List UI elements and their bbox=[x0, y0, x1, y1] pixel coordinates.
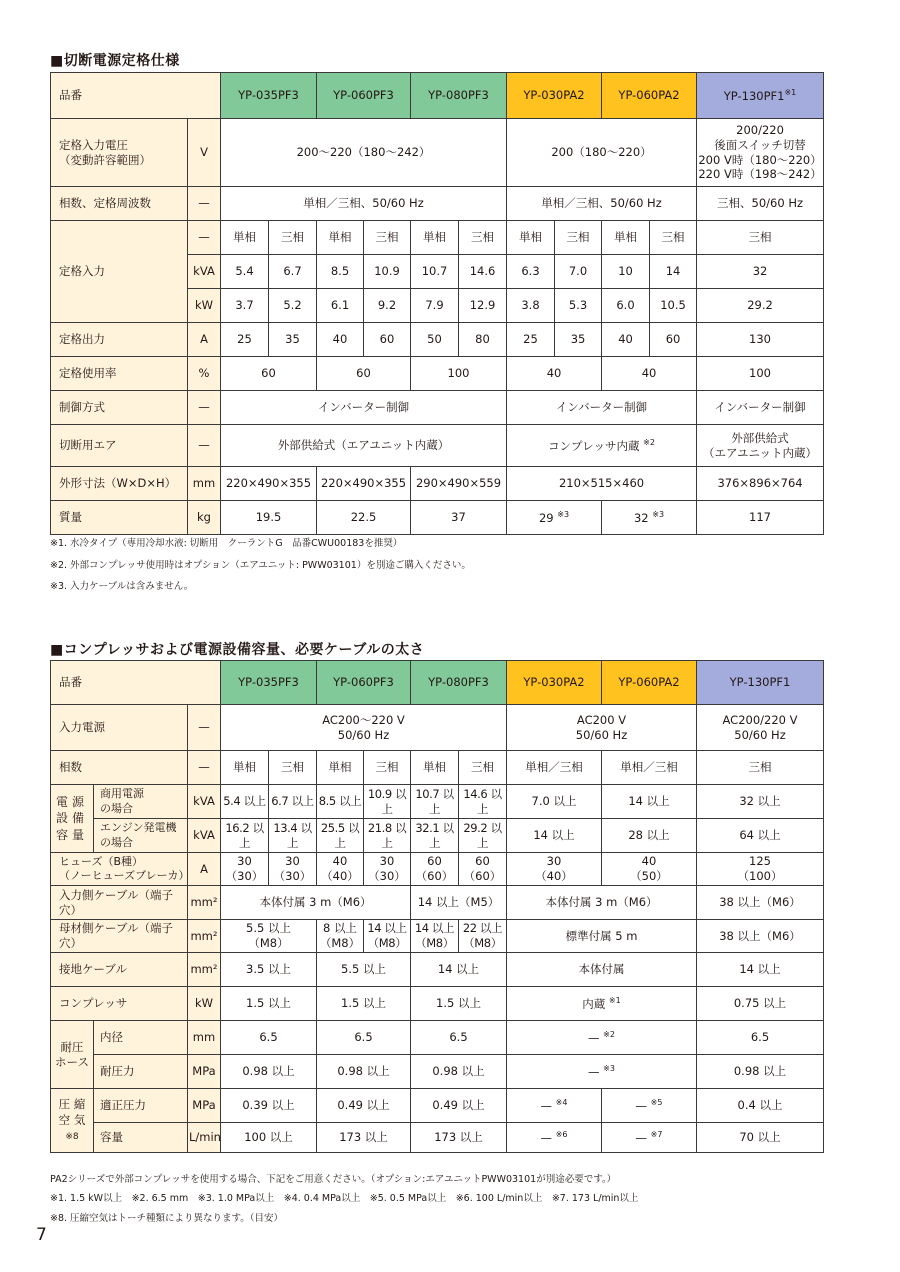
value-cell: 5.5 以上 （M8） bbox=[221, 920, 317, 953]
value-cell: 40 （50） bbox=[602, 853, 697, 886]
model-header: YP-060PA2 bbox=[602, 661, 697, 705]
value-cell: インバーター制御 bbox=[221, 391, 507, 425]
value-cell: 5.2 bbox=[269, 289, 317, 323]
input-power-label: 入力電源 bbox=[51, 705, 188, 751]
unit-cell: — bbox=[188, 751, 221, 785]
value-cell: 9.2 bbox=[364, 289, 411, 323]
value-cell: 1.5 以上 bbox=[221, 987, 317, 1021]
value-cell: 8.5 以上 bbox=[317, 785, 364, 819]
value-cell: 10.7 以上 bbox=[411, 785, 459, 819]
value-cell: 本体付属 3 m（M6） bbox=[221, 886, 411, 920]
value-cell: 0.98 以上 bbox=[697, 1055, 824, 1089]
unit-cell: MPa bbox=[188, 1089, 221, 1123]
value-cell: 173 以上 bbox=[411, 1123, 507, 1153]
table-row bbox=[51, 1089, 824, 1123]
value-cell: 25.5 以上 bbox=[317, 819, 364, 853]
table-row bbox=[51, 1055, 824, 1089]
air-label: 切断用エア bbox=[51, 425, 188, 467]
value-cell: 125 （100） bbox=[697, 853, 824, 886]
model-header: YP-080PF3 bbox=[411, 661, 507, 705]
value-cell: 14 bbox=[650, 255, 697, 289]
value-cell: 40 bbox=[602, 357, 697, 391]
value-cell: 0.49 以上 bbox=[411, 1089, 507, 1123]
value-cell: 21.8 以上 bbox=[364, 819, 411, 853]
value-cell: AC200〜220 V 50/60 Hz bbox=[221, 705, 507, 751]
value-cell: 30 （30） bbox=[221, 853, 269, 886]
unit-cell: — bbox=[188, 221, 221, 255]
value-cell: 単相 bbox=[317, 751, 364, 785]
value-cell: 10 bbox=[602, 255, 650, 289]
value-cell: 6.7 bbox=[269, 255, 317, 289]
duty-label: 定格使用率 bbox=[51, 357, 188, 391]
value-cell: 0.49 以上 bbox=[317, 1089, 411, 1123]
value-cell: 25 bbox=[507, 323, 555, 357]
unit-cell: — bbox=[188, 187, 221, 221]
value-cell: 6.5 bbox=[697, 1021, 824, 1055]
value-cell: 29 $^{※3}$ bbox=[507, 501, 602, 535]
value-cell: 60 bbox=[650, 323, 697, 357]
value-cell: 6.5 bbox=[411, 1021, 507, 1055]
value-cell: 内蔵 $^{※1}$ bbox=[507, 987, 697, 1021]
value-cell: 32 $^{※3}$ bbox=[602, 501, 697, 535]
model-label: 品番 bbox=[51, 661, 221, 705]
value-cell: 10.5 bbox=[650, 289, 697, 323]
footnote: ※3. 入力ケーブルは含みません。 bbox=[50, 581, 194, 592]
value-cell: 三相 bbox=[697, 221, 824, 255]
air-group-label: 圧 縮 空 気 ※8 bbox=[51, 1089, 94, 1153]
value-cell: 14 以上 bbox=[602, 785, 697, 819]
hose-group-label: 耐圧 ホース bbox=[51, 1021, 94, 1089]
value-cell: 200〜220（180〜242） bbox=[221, 119, 507, 187]
value-cell: 60 bbox=[221, 357, 317, 391]
page-number: 7 bbox=[36, 1225, 47, 1245]
footnote: ※2. 外部コンプレッサ使用時はオプション（エアユニット: PWW03101）を別途ご購入ください。 bbox=[50, 560, 471, 571]
value-cell: 35 bbox=[555, 323, 602, 357]
table-row bbox=[51, 1123, 824, 1153]
value-cell: 単相／三相 bbox=[602, 751, 697, 785]
value-cell: 64 以上 bbox=[697, 819, 824, 853]
value-cell: 7.9 bbox=[411, 289, 459, 323]
value-cell: 28 以上 bbox=[602, 819, 697, 853]
value-cell: 50 bbox=[411, 323, 459, 357]
value-cell: 29.2 以上 bbox=[459, 819, 507, 853]
value-cell: — $^{※5}$ bbox=[602, 1089, 697, 1123]
unit-cell: kVA bbox=[188, 255, 221, 289]
value-cell: 0.75 以上 bbox=[697, 987, 824, 1021]
unit-cell: mm² bbox=[188, 886, 221, 920]
value-cell: 25 bbox=[221, 323, 269, 357]
unit-cell: — bbox=[188, 705, 221, 751]
value-cell: 200/220 後面スイッチ切替 200 V時（180〜220） 220 V時（198〜242） bbox=[697, 119, 824, 187]
table-row bbox=[51, 425, 824, 467]
value-cell: 32 bbox=[697, 255, 824, 289]
value-cell: 5.4 以上 bbox=[221, 785, 269, 819]
value-cell: 40 （40） bbox=[317, 853, 364, 886]
table-row bbox=[51, 73, 824, 119]
table-row bbox=[51, 391, 824, 425]
value-cell: 200（180〜220） bbox=[507, 119, 697, 187]
value-cell: 10.9 bbox=[364, 255, 411, 289]
commercial-label: 商用電源 の場合 bbox=[94, 785, 188, 819]
unit-cell: — bbox=[188, 425, 221, 467]
value-cell: 38 以上（M6） bbox=[697, 920, 824, 953]
table-row bbox=[51, 221, 824, 255]
table-row bbox=[51, 819, 824, 853]
value-cell: インバーター制御 bbox=[697, 391, 824, 425]
value-cell: 70 以上 bbox=[697, 1123, 824, 1153]
value-cell: 外部供給式（エアユニット内蔵） bbox=[221, 425, 507, 467]
hose-inner-label: 内径 bbox=[94, 1021, 188, 1055]
value-cell: 7.0 bbox=[555, 255, 602, 289]
dimensions-label: 外形寸法（W×D×H） bbox=[51, 467, 188, 501]
rated-input-label: 定格入力 bbox=[51, 221, 188, 323]
engine-label: エンジン発電機 の場合 bbox=[94, 819, 188, 853]
power-capacity-table bbox=[50, 660, 824, 1153]
fuse-label: ヒューズ（B種） （ノーヒューズブレーカ） bbox=[51, 853, 188, 886]
value-cell: 三相 bbox=[697, 751, 824, 785]
value-cell: 単相 bbox=[507, 221, 555, 255]
unit-cell: — bbox=[188, 391, 221, 425]
value-cell: 117 bbox=[697, 501, 824, 535]
value-cell: 60 bbox=[317, 357, 411, 391]
value-cell: 220×490×355 bbox=[317, 467, 411, 501]
footnote: ※1. 水冷タイプ（専用冷却水液: 切断用 クーラントG 品番CWU00183を推奨） bbox=[50, 538, 403, 549]
value-cell: 14 以上 （M8） bbox=[364, 920, 411, 953]
table-row bbox=[51, 467, 824, 501]
model-header: YP-080PF3 bbox=[411, 73, 507, 119]
table-row bbox=[51, 1021, 824, 1055]
value-cell: 38 以上（M6） bbox=[697, 886, 824, 920]
value-cell: 6.3 bbox=[507, 255, 555, 289]
value-cell: 100 bbox=[697, 357, 824, 391]
value-cell: 0.4 以上 bbox=[697, 1089, 824, 1123]
value-cell: 376×896×764 bbox=[697, 467, 824, 501]
value-cell: 290×490×559 bbox=[411, 467, 507, 501]
value-cell: 32 以上 bbox=[697, 785, 824, 819]
value-cell: 3.7 bbox=[221, 289, 269, 323]
value-cell: 100 bbox=[411, 357, 507, 391]
value-cell: 130 bbox=[697, 323, 824, 357]
value-cell: — $^{※6}$ bbox=[507, 1123, 602, 1153]
value-cell: 単相 bbox=[411, 751, 459, 785]
control-label: 制御方式 bbox=[51, 391, 188, 425]
unit-cell: % bbox=[188, 357, 221, 391]
unit-cell: mm bbox=[188, 467, 221, 501]
table-row bbox=[51, 785, 824, 819]
value-cell: 14.6 以上 bbox=[459, 785, 507, 819]
value-cell: 13.4 以上 bbox=[269, 819, 317, 853]
phase-freq-label: 相数、定格周波数 bbox=[51, 187, 188, 221]
value-cell: 30 （40） bbox=[507, 853, 602, 886]
unit-cell: V bbox=[188, 119, 221, 187]
model-header: YP-035PF3 bbox=[221, 661, 317, 705]
footnote: ※8. 圧縮空気はトーチ種類により異なります。（目安） bbox=[50, 1213, 284, 1224]
value-cell: 単相／三相 bbox=[507, 751, 602, 785]
table-row bbox=[51, 751, 824, 785]
value-cell: 本体付属 bbox=[507, 953, 697, 987]
model-header: YP-060PF3 bbox=[317, 661, 411, 705]
capacity-group-label: 電源設備容量 bbox=[51, 785, 94, 853]
value-cell: 5.5 以上 bbox=[317, 953, 411, 987]
input-cable-label: 入力側ケーブル（端子穴） bbox=[51, 886, 188, 920]
value-cell: 単相 bbox=[602, 221, 650, 255]
unit-cell: mm² bbox=[188, 953, 221, 987]
value-cell: 1.5 以上 bbox=[317, 987, 411, 1021]
value-cell: 22.5 bbox=[317, 501, 411, 535]
value-cell: 0.39 以上 bbox=[221, 1089, 317, 1123]
value-cell: 5.3 bbox=[555, 289, 602, 323]
value-cell: 三相 bbox=[269, 751, 317, 785]
value-cell: — $^{※7}$ bbox=[602, 1123, 697, 1153]
value-cell: 6.5 bbox=[317, 1021, 411, 1055]
table-row bbox=[51, 705, 824, 751]
value-cell: — $^{※4}$ bbox=[507, 1089, 602, 1123]
value-cell: 8 以上 （M8） bbox=[317, 920, 364, 953]
value-cell: 三相 bbox=[650, 221, 697, 255]
value-cell: 1.5 以上 bbox=[411, 987, 507, 1021]
value-cell: 6.1 bbox=[317, 289, 364, 323]
value-cell: 37 bbox=[411, 501, 507, 535]
value-cell: 本体付属 3 m（M6） bbox=[507, 886, 697, 920]
table-row bbox=[51, 920, 824, 953]
value-cell: 60 bbox=[364, 323, 411, 357]
mass-label: 質量 bbox=[51, 501, 188, 535]
model-header: YP-130PF1 bbox=[697, 661, 824, 705]
value-cell: 173 以上 bbox=[317, 1123, 411, 1153]
footnote: ※1. 1.5 kW以上 ※2. 6.5 mm ※3. 1.0 MPa以上 ※4. 0.4 MPa以上 ※5. 0.5 MPa以上 ※6. 100 L/min以上 ※7. 173 L/min以上 bbox=[50, 1193, 639, 1204]
value-cell: 三相 bbox=[269, 221, 317, 255]
value-cell: — $^{※2}$ bbox=[507, 1021, 697, 1055]
value-cell: 標準付属 5 m bbox=[507, 920, 697, 953]
value-cell: 40 bbox=[602, 323, 650, 357]
value-cell: 40 bbox=[317, 323, 364, 357]
value-cell: 19.5 bbox=[221, 501, 317, 535]
value-cell: 30 （30） bbox=[269, 853, 317, 886]
value-cell: 29.2 bbox=[697, 289, 824, 323]
table-row bbox=[51, 323, 824, 357]
value-cell: 7.0 以上 bbox=[507, 785, 602, 819]
value-cell: 8.5 bbox=[317, 255, 364, 289]
value-cell: 30 （30） bbox=[364, 853, 411, 886]
value-cell: 14 以上 bbox=[507, 819, 602, 853]
value-cell: 0.98 以上 bbox=[317, 1055, 411, 1089]
value-cell: 三相 bbox=[459, 751, 507, 785]
value-cell: インバーター制御 bbox=[507, 391, 697, 425]
value-cell: 80 bbox=[459, 323, 507, 357]
hose-pressure-label: 耐圧力 bbox=[94, 1055, 188, 1089]
unit-cell: mm bbox=[188, 1021, 221, 1055]
value-cell: 単相／三相、50/60 Hz bbox=[221, 187, 507, 221]
value-cell: 14 以上 bbox=[411, 953, 507, 987]
value-cell: 14 以上 （M8） bbox=[411, 920, 459, 953]
unit-cell: kVA bbox=[188, 819, 221, 853]
value-cell: 220×490×355 bbox=[221, 467, 317, 501]
value-cell: 60 （60） bbox=[411, 853, 459, 886]
value-cell: 0.98 以上 bbox=[411, 1055, 507, 1089]
table-row bbox=[51, 853, 824, 886]
table-row bbox=[51, 886, 824, 920]
value-cell: 3.5 以上 bbox=[221, 953, 317, 987]
value-cell: 22 以上 （M8） bbox=[459, 920, 507, 953]
table-row bbox=[51, 953, 824, 987]
value-cell: コンプレッサ内蔵 $^{※2}$ bbox=[507, 425, 697, 467]
value-cell: 100 以上 bbox=[221, 1123, 317, 1153]
unit-cell: mm² bbox=[188, 920, 221, 953]
unit-cell: L/min bbox=[188, 1123, 221, 1153]
unit-cell: kW bbox=[188, 987, 221, 1021]
unit-cell: A bbox=[188, 323, 221, 357]
value-cell: 10.9 以上 bbox=[364, 785, 411, 819]
value-cell: AC200/220 V 50/60 Hz bbox=[697, 705, 824, 751]
table-row bbox=[51, 357, 824, 391]
value-cell: 40 bbox=[507, 357, 602, 391]
value-cell: 10.7 bbox=[411, 255, 459, 289]
air-proper-label: 適正圧力 bbox=[94, 1089, 188, 1123]
value-cell: 210×515×460 bbox=[507, 467, 697, 501]
value-cell: AC200 V 50/60 Hz bbox=[507, 705, 697, 751]
unit-cell: kVA bbox=[188, 785, 221, 819]
section2-title: ■コンプレッサおよび電源設備容量、必要ケーブルの太さ bbox=[50, 642, 425, 658]
value-cell: 32.1 以上 bbox=[411, 819, 459, 853]
value-cell: 6.0 bbox=[602, 289, 650, 323]
value-cell: 14 以上 bbox=[697, 953, 824, 987]
value-cell: 3.8 bbox=[507, 289, 555, 323]
rated-spec-table bbox=[50, 72, 824, 535]
air-volume-label: 容量 bbox=[94, 1123, 188, 1153]
footnote: PA2シリーズで外部コンプレッサを使用する場合、下記をご用意ください。（オプション:エアユニットPWW03101が別途必要です。） bbox=[50, 1174, 617, 1185]
value-cell: 外部供給式 （エアユニット内蔵） bbox=[697, 425, 824, 467]
value-cell: 6.5 bbox=[221, 1021, 317, 1055]
voltage-label: 定格入力電圧 （変動許容範囲） bbox=[51, 119, 188, 187]
value-cell: 単相／三相、50/60 Hz bbox=[507, 187, 697, 221]
table-row bbox=[51, 661, 824, 705]
value-cell: 三相 bbox=[459, 221, 507, 255]
value-cell: 三相、50/60 Hz bbox=[697, 187, 824, 221]
model-header: YP-060PA2 bbox=[602, 73, 697, 119]
value-cell: 単相 bbox=[317, 221, 364, 255]
value-cell: 16.2 以上 bbox=[221, 819, 269, 853]
model-header: YP-035PF3 bbox=[221, 73, 317, 119]
section1-title: ■切断電源定格仕様 bbox=[50, 53, 180, 69]
value-cell: 12.9 bbox=[459, 289, 507, 323]
value-cell: 単相 bbox=[221, 751, 269, 785]
model-header: YP-030PA2 bbox=[507, 661, 602, 705]
rated-output-label: 定格出力 bbox=[51, 323, 188, 357]
value-cell: — $^{※3}$ bbox=[507, 1055, 697, 1089]
ground-label: 接地ケーブル bbox=[51, 953, 188, 987]
unit-cell: MPa bbox=[188, 1055, 221, 1089]
model-header: YP-030PA2 bbox=[507, 73, 602, 119]
value-cell: 14 以上（M5） bbox=[411, 886, 507, 920]
value-cell: 60 （60） bbox=[459, 853, 507, 886]
model-header: YP-060PF3 bbox=[317, 73, 411, 119]
unit-cell: A bbox=[188, 853, 221, 886]
base-cable-label: 母材側ケーブル（端子穴） bbox=[51, 920, 188, 953]
value-cell: 5.4 bbox=[221, 255, 269, 289]
value-cell: 単相 bbox=[411, 221, 459, 255]
unit-cell: kW bbox=[188, 289, 221, 323]
value-cell: 三相 bbox=[364, 221, 411, 255]
value-cell: 三相 bbox=[555, 221, 602, 255]
phases-label: 相数 bbox=[51, 751, 188, 785]
value-cell: 14.6 bbox=[459, 255, 507, 289]
table-row bbox=[51, 119, 824, 187]
table-row bbox=[51, 987, 824, 1021]
model-label: 品番 bbox=[51, 73, 221, 119]
table-row bbox=[51, 187, 824, 221]
unit-cell: kg bbox=[188, 501, 221, 535]
value-cell: 0.98 以上 bbox=[221, 1055, 317, 1089]
model-header: YP-130PF1$^{※1}$ bbox=[697, 73, 824, 119]
value-cell: 6.7 以上 bbox=[269, 785, 317, 819]
compressor-label: コンプレッサ bbox=[51, 987, 188, 1021]
value-cell: 35 bbox=[269, 323, 317, 357]
table-row bbox=[51, 501, 824, 535]
value-cell: 三相 bbox=[364, 751, 411, 785]
value-cell: 単相 bbox=[221, 221, 269, 255]
